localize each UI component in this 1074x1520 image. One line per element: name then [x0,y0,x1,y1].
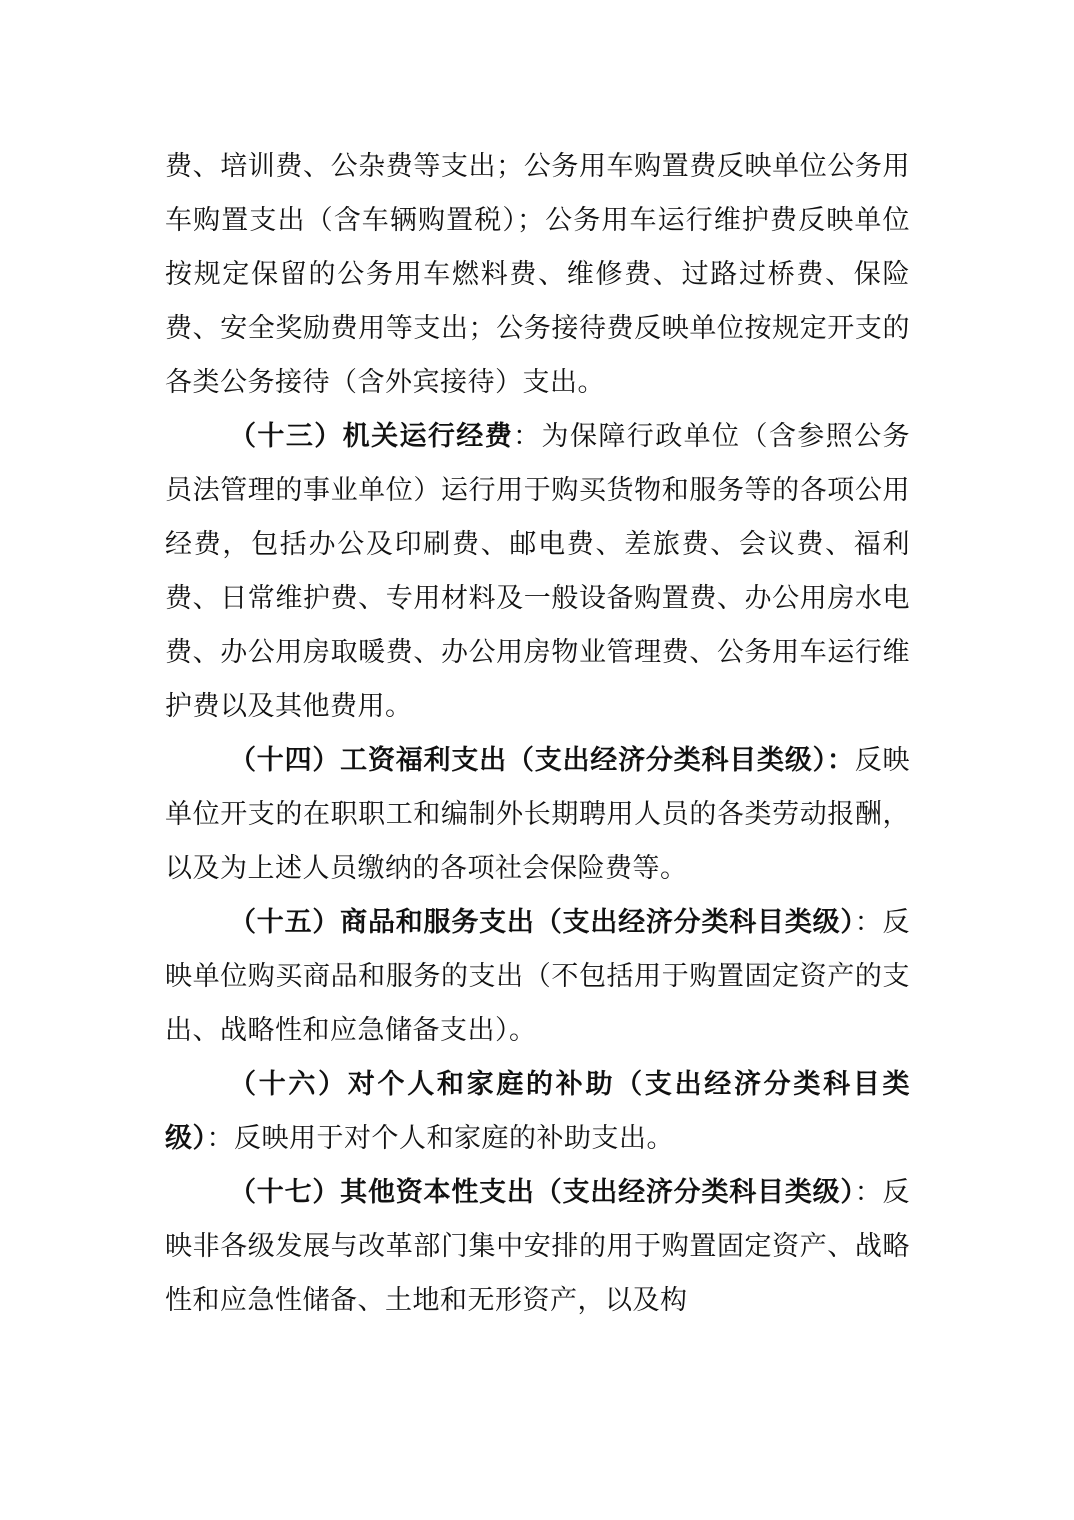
paragraph-body: ：反映非各级发展与改革部门集中安排的用于购置固定资产、战略性和应急性储备、土地和无形资产，以及构 [165,1177,911,1316]
paragraph-heading: （十三）机关运行经费 [229,421,514,452]
paragraph-body: ：为保障行政单位（含参照公务员法管理的事业单位）运行用于购买货物和服务等的各项公用经费，包括办公及印刷费、邮电费、差旅费、会议费、福利费、日常维护费、专用材料及一般设备购置费、办公用房水电费、办公用房取暖费、办公用房物业管理费、公务用车运行维护费以及其他费用。 [165,421,911,722]
paragraph-body: 费、培训费、公杂费等支出；公务用车购置费反映单位公务用车购置支出（含车辆购置税）；公务用车运行维护费反映单位按规定保留的公务用车燃料费、维修费、过路过桥费、保险费、安全奖励费用等支出；公务接待费反映单位按规定开支的各类公务接待（含外宾接待）支出。 [165,151,910,398]
paragraph-15-goods-services [165,896,910,1058]
paragraph-heading: （十六）对个人和家庭的补助（支出经济分类科目类级） [165,1069,910,1154]
paragraph-16-individual-household-subsidies [165,1058,910,1166]
paragraph-17-other-capital-expenditure [165,1166,910,1328]
paragraph-13-office-operating-expenses [165,410,910,734]
paragraph-14-wages-welfare [165,734,910,896]
paragraph-heading: （十七）其他资本性支出（支出经济分类科目类级） [229,1177,855,1208]
paragraph-heading: （十五）商品和服务支出（支出经济分类科目类级） [229,907,855,938]
paragraph-body: ：反映用于对个人和家庭的补助支出。 [206,1123,674,1154]
paragraph-body: ：反映单位购买商品和服务的支出（不包括用于购置固定资产的支出、战略性和应急储备支出）。 [165,907,911,1046]
paragraph-heading: （十四）工资福利支出（支出经济分类科目类级）： [229,745,855,776]
paragraph-continuation [165,140,910,410]
paragraph-body: 反映单位开支的在职职工和编制外长期聘用人员的各类劳动报酬，以及为上述人员缴纳的各项社会保险费等。 [165,745,911,884]
